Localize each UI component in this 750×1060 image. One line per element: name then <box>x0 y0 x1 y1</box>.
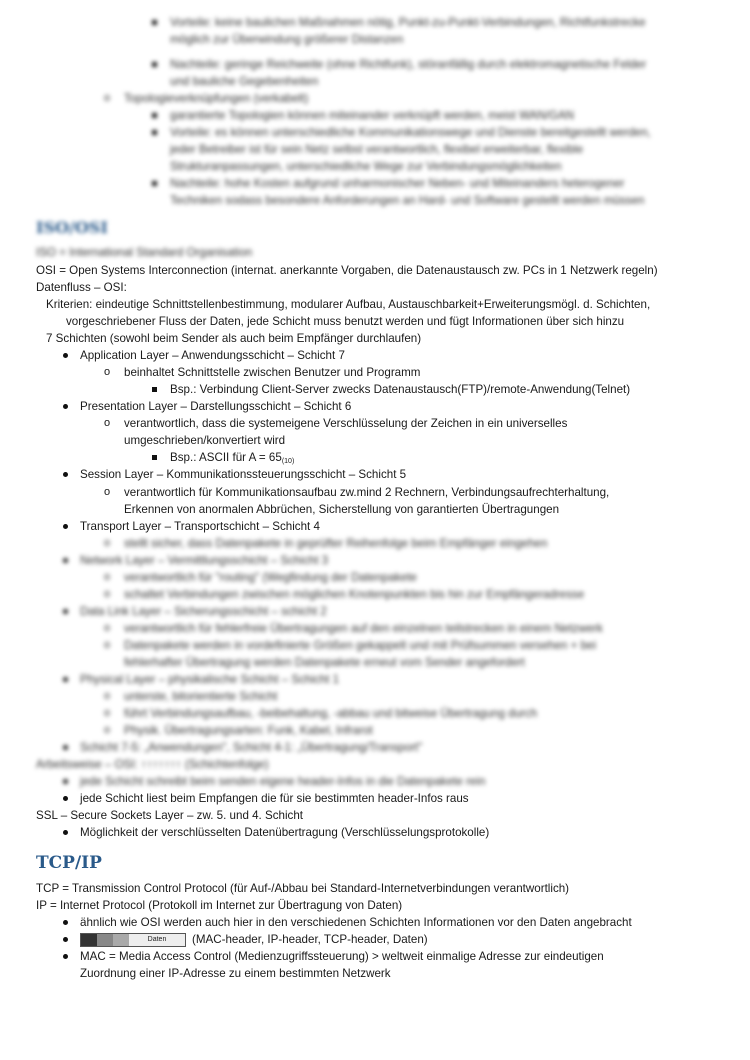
text-line: Data Link Layer – Sicherungsschicht – schicht 2 <box>80 605 327 618</box>
text-line: verantwortlich für "routing" (Wegfindung der Datenpakete <box>124 571 417 584</box>
bullet-icon <box>63 937 68 942</box>
tcp-definition: TCP = Transmission Control Protocol (für Auf-/Abbau bei Standard-Internetverbindungen verantwortlich) <box>36 882 570 895</box>
circle-bullet-icon: o <box>104 537 111 549</box>
text-line: Physik. Übertragungsarten: Funk, Kabel, Infrarot <box>124 724 373 737</box>
iso-osi-heading: ISO/OSI <box>36 218 108 237</box>
example-text: Bsp.: ASCII für A = 65 <box>170 451 282 464</box>
text-line: Vorteile: keine baulichen Maßnahmen nötig, Punkt-zu-Punkt-Verbindungen, Richtfunkstrecke <box>170 16 646 29</box>
mac-header-block <box>81 934 97 946</box>
bullet-icon <box>63 677 68 682</box>
presentation-layer-desc: verantwortlich, dass die systemeigene Verschlüsselung der Zeichen in ein universelles <box>124 417 568 430</box>
text-line: stellt sicher, dass Datenpakete in geprüfter Reihenfolge beim Empfänger eingehen <box>124 537 548 550</box>
subscript-base: (10) <box>281 458 295 465</box>
transport-layer: Transport Layer – Transportschicht – Schicht 4 <box>80 520 320 533</box>
circle-bullet-icon: o <box>104 724 111 736</box>
bullet-icon <box>63 404 68 409</box>
ip-header-block <box>97 934 113 946</box>
text-line: Nachteile: hohe Kosten aufgrund unharmonischer Neben- und Miteinanders heterogener <box>170 177 625 190</box>
ssl-description: Möglichkeit der verschlüsselten Datenübertragung (Verschlüsselungsprotokolle) <box>80 826 490 839</box>
tcp-header-block <box>113 934 129 946</box>
osi-definition: OSI = Open Systems Interconnection (internat. anerkannte Vorgaben, die Datenaustausch zw. PCs in 1 Netzwerk regeln) <box>36 264 658 277</box>
square-bullet-icon <box>152 62 157 67</box>
text-line: möglich zur Überwindung größerer Distanzen <box>170 33 404 46</box>
circle-bullet-icon: o <box>104 639 111 651</box>
tcp-bullet-1: ähnlich wie OSI werden auch hier in den verschiedenen Schichten Informationen vor den Daten angebracht <box>80 916 632 929</box>
tcp-ip-heading: TCP/IP <box>36 853 102 873</box>
bullet-icon <box>63 779 68 784</box>
presentation-layer: Presentation Layer – Darstellungsschicht – Schicht 6 <box>80 400 352 413</box>
text-line: jede Schicht schreibt beim senden eigene header-Infos in die Datenpakete rein <box>80 775 486 788</box>
circle-bullet-icon: o <box>104 690 111 702</box>
bullet-icon <box>63 524 68 529</box>
circle-bullet-icon: o <box>104 417 111 429</box>
text-line: schaltet Verbindungen zwischen möglichen Knotenpunkten bis hin zur Empfängeradresse <box>124 588 585 601</box>
bullet-icon <box>63 745 68 750</box>
circle-bullet-icon: o <box>104 622 111 634</box>
mac-definition: MAC = Media Access Control (Medienzugriffssteuerung) > weltweit einmalige Adresse zur eindeutigen <box>80 950 604 963</box>
session-layer: Session Layer – Kommunikationssteuerungsschicht – Schicht 5 <box>80 468 407 481</box>
sieben-schichten: 7 Schichten (sowohl beim Sender als auch beim Empfänger durchlaufen) <box>46 332 422 345</box>
bullet-icon <box>63 954 68 959</box>
tcp-bullet-2: (MAC-header, IP-header, TCP-header, Daten) <box>192 933 428 946</box>
circle-bullet-icon: o <box>104 92 111 104</box>
bullet-icon <box>63 830 68 835</box>
bullet-icon <box>63 796 68 801</box>
text-line: Nachteile: geringe Reichweite (ohne Richtfunk), störanfällig durch elektromagnetische Felder <box>170 58 647 71</box>
text-line: Strukturanpassungen, unterschiedliche Wege zur Verbindungsmöglichkeiten <box>170 160 562 173</box>
bullet-icon <box>63 472 68 477</box>
data-block: Daten <box>129 934 185 946</box>
circle-bullet-icon: o <box>104 571 111 583</box>
square-bullet-icon <box>152 113 157 118</box>
circle-bullet-icon: o <box>104 588 111 600</box>
text-line: Physical Layer – physikalische Schicht – Schicht 1 <box>80 673 340 686</box>
text-line: Topologieverknüpfungen (verkabelt) <box>124 92 309 105</box>
text-line: Schicht 7-5: „Anwendungen", Schicht 4-1: „Übertragung/Transport" <box>80 741 423 754</box>
text-line: Network Layer – Vermittlungsschicht – Schicht 3 <box>80 554 329 567</box>
text-line: jeder Betreiber ist für sein Netz selbst verantwortlich, flexibel erweiterbar, flexible <box>170 143 584 156</box>
bullet-icon <box>63 920 68 925</box>
text-line: führt Verbindungsaufbau, -beibehaltung, -abbau und bitweise Übertragung durch <box>124 707 538 720</box>
header-read-line: jede Schicht liest beim Empfangen die für sie bestimmten header-Infos raus <box>80 792 469 805</box>
datenfluss-label: Datenfluss – OSI: <box>36 281 127 294</box>
circle-bullet-icon: o <box>104 707 111 719</box>
text-line: fehlerhafter Übertragung werden Datenpakete erneut vom Sender angefordert <box>124 656 525 669</box>
bullet-icon <box>63 353 68 358</box>
application-layer-desc: beinhaltet Schnittstelle zwischen Benutzer und Programm <box>124 366 421 379</box>
session-layer-desc: verantwortlich für Kommunikationsaufbau zw.mind 2 Rechnern, Verbindungsaufrechterhaltung, <box>124 486 610 499</box>
text-line: unterste, bitorientierte Schicht <box>124 690 278 703</box>
text-line: garantierte Topologien können miteinander verknüpft werden, meist WAN/GAN <box>170 109 575 122</box>
iso-definition: ISO = International Standard Organisation <box>36 246 253 259</box>
bullet-icon <box>63 558 68 563</box>
application-layer: Application Layer – Anwendungsschicht – Schicht 7 <box>80 349 345 362</box>
text-line: Datenpakete werden in vordefinierte Größen gekappelt und mit Prüfsummen versehen + bei <box>124 639 597 652</box>
ssl-definition: SSL – Secure Sockets Layer – zw. 5. und 4. Schicht <box>36 809 304 822</box>
kriterien-line-1: Kriterien: eindeutige Schnittstellenbestimmung, modularer Aufbau, Austauschbarkeit+Erweiterungsmögl. d. Schichten, <box>46 298 651 311</box>
text-line: verantwortlich für fehlerfreie Übertragungen auf den einzelnen teilstrecken in einem Netzwerk <box>124 622 603 635</box>
square-bullet-icon <box>152 455 157 460</box>
square-bullet-icon <box>152 130 157 135</box>
square-bullet-icon <box>152 387 157 392</box>
square-bullet-icon <box>152 181 157 186</box>
mac-definition: Zuordnung einer IP-Adresse zu einem bestimmten Netzwerk <box>80 967 391 980</box>
text-line: Arbeitsweise – OSI: ↑↑↑↑↑↑↑ (Schichtenfolge) <box>36 758 269 771</box>
text-line: Vorteile: es können unterschiedliche Kommunikationswege und Dienste bereitgestellt werden, <box>170 126 651 139</box>
circle-bullet-icon: o <box>104 486 111 498</box>
text-line: und bauliche Gegebenheiten <box>170 75 319 88</box>
packet-diagram <box>80 933 186 947</box>
circle-bullet-icon: o <box>104 366 111 378</box>
session-layer-desc: Erkennen von anormalen Abbrüchen, Sicherstellung von garantierten Übertragungen <box>124 503 560 516</box>
kriterien-line-2: vorgeschriebener Fluss der Daten, jede Schicht muss benutzt werden und fügt Informationen über sich hinzu <box>66 315 625 328</box>
text-line: Techniken sodass besondere Anforderungen an Hard- und Software gestellt werden müssen <box>170 194 645 207</box>
bullet-icon <box>63 609 68 614</box>
square-bullet-icon <box>152 20 157 25</box>
application-layer-example: Bsp.: Verbindung Client-Server zwecks Datenaustausch(FTP)/remote-Anwendung(Telnet) <box>170 383 631 396</box>
presentation-layer-desc: umgeschrieben/konvertiert wird <box>124 434 286 447</box>
ip-definition: IP = Internet Protocol (Protokoll im Internet zur Übertragung von Daten) <box>36 899 403 912</box>
